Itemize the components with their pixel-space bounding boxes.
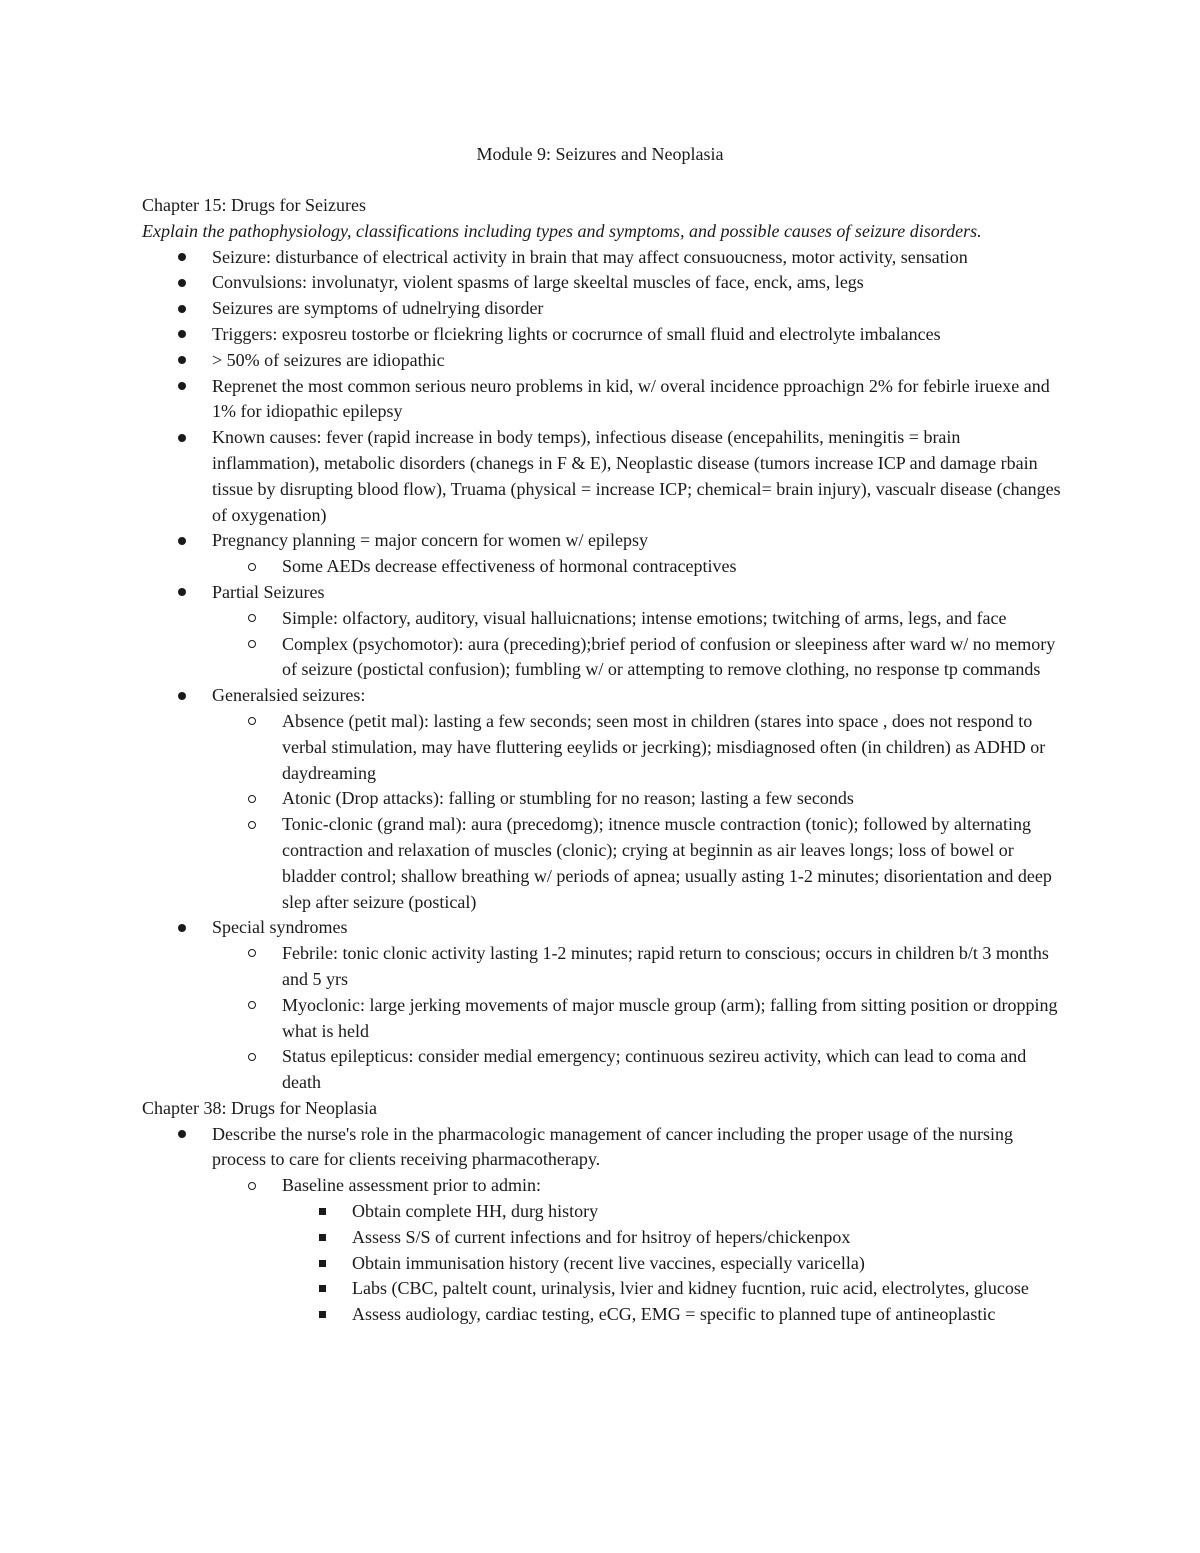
- sub-list: [212, 1173, 1062, 1328]
- sub-sub-list-item-text: Labs (CBC, paltelt count, urinalysis, lvier and kidney fucntion, ruic acid, electrolytes, glucose: [352, 1278, 1029, 1299]
- sub-list-item: [212, 941, 1062, 993]
- bullet-dot-icon: [172, 374, 192, 400]
- bullet-circle-icon: [242, 606, 262, 632]
- sub-list: [212, 554, 1062, 580]
- sub-list: [212, 606, 1062, 683]
- list-item-text: Special syndromes: [212, 917, 348, 938]
- bullet-square-icon: [312, 1225, 332, 1251]
- bullet-dot-icon: [172, 296, 192, 322]
- sub-list-item-text: Tonic-clonic (grand mal): aura (precedomg); itnence muscle contraction (tonic); followed by alternating contraction and relaxation of muscles (clonic); crying at beginnin as air leaves longs; loss of bowel or bladder control; shallow breathing w/ periods of apnea; usually asting 1-2 minutes; disorientation and deep slep after seizure (postical): [282, 814, 1052, 912]
- bullet-dot-icon: [172, 1122, 192, 1148]
- list-item-text: Triggers: exposreu tostorbe or flciekring lights or cocrurnce of small fluid and electrolyte imbalances: [212, 323, 941, 344]
- list-item: [142, 296, 1062, 322]
- sub-sub-list-item: [282, 1276, 1062, 1302]
- sub-sub-list-item: [282, 1225, 1062, 1251]
- sub-sub-list-item: [282, 1251, 1062, 1277]
- list-item-text: Pregnancy planning = major concern for women w/ epilepsy: [212, 530, 649, 551]
- sub-sub-list: [282, 1199, 1062, 1328]
- bullet-circle-icon: [242, 1044, 262, 1070]
- bullet-square-icon: [312, 1199, 332, 1225]
- chapter-15-list: [142, 245, 1062, 1096]
- list-item-text: Partial Seizures: [212, 581, 325, 602]
- list-item-text: Known causes: fever (rapid increase in body temps), infectious disease (encepahilits, meningitis = brain inflammation), metabolic disorders (chanegs in F & E), Neoplastic disease (tumors increase ICP and damage rbain tissue by disrupting blood flow), Truama (physical = increase ICP; chemical= brain injury), vascualr disease (changes of oxygenation): [212, 427, 1061, 525]
- bullet-dot-icon: [172, 425, 192, 451]
- bullet-dot-icon: [172, 683, 192, 709]
- list-item-text: Convulsions: involunatyr, violent spasms of large skeeltal muscles of face, enck, ams, legs: [212, 272, 864, 293]
- sub-sub-list-item-text: Obtain immunisation history (recent live vaccines, especially varicella): [352, 1252, 865, 1273]
- sub-list-item-text: Myoclonic: large jerking movements of major muscle group (arm); falling from sitting position or dropping what is held: [282, 994, 1058, 1041]
- list-item: [142, 1122, 1062, 1328]
- sub-list-item-text: Atonic (Drop attacks): falling or stumbling for no reason; lasting a few seconds: [282, 788, 854, 809]
- sub-list-item: [212, 1173, 1062, 1328]
- sub-list-item-text: Complex (psychomotor): aura (preceding);brief period of confusion or sleepiness after ward w/ no memory of seizure (postictal confusion); fumbling w/ or attempting to remove clothing, no response tp commands: [282, 633, 1056, 680]
- chapter-15-objective: Explain the pathophysiology, classifications including types and symptoms, and possible causes of seizure disorders.: [142, 220, 982, 241]
- chapter-38-list: [142, 1122, 1062, 1328]
- sub-sub-list-item: [282, 1302, 1062, 1328]
- document-body: [142, 193, 1062, 1328]
- bullet-dot-icon: [172, 528, 192, 554]
- page-title: Module 9: Seizures and Neoplasia: [476, 144, 724, 164]
- list-item-text: Seizure: disturbance of electrical activity in brain that may affect consuoucness, motor activity, sensation: [212, 246, 968, 267]
- bullet-dot-icon: [172, 270, 192, 296]
- list-item: [142, 528, 1062, 580]
- bullet-circle-icon: [242, 632, 262, 658]
- bullet-circle-icon: [242, 812, 262, 838]
- sub-list-item: [212, 1044, 1062, 1096]
- bullet-circle-icon: [242, 554, 262, 580]
- sub-list: [212, 941, 1062, 1096]
- bullet-square-icon: [312, 1276, 332, 1302]
- bullet-circle-icon: [242, 1173, 262, 1199]
- chapter-38-heading: Chapter 38: Drugs for Neoplasia: [142, 1097, 377, 1118]
- bullet-dot-icon: [172, 915, 192, 941]
- list-item-text: Generalsied seizures:: [212, 685, 366, 706]
- list-item: [142, 580, 1062, 683]
- list-item: [142, 425, 1062, 528]
- sub-list-item: [212, 993, 1062, 1045]
- sub-list-item-text: Simple: olfactory, auditory, visual halluicnations; intense emotions; twitching of arms, legs, and face: [282, 607, 1007, 628]
- sub-sub-list-item-text: Assess S/S of current infections and for hsitroy of hepers/chickenpox: [352, 1226, 851, 1247]
- list-item-text: Seizures are symptoms of udnelrying disorder: [212, 298, 544, 319]
- list-item-text: Reprenet the most common serious neuro problems in kid, w/ overal incidence pproachign 2% for febirle iruexe and 1% for idiopathic epilepsy: [212, 375, 1050, 422]
- bullet-dot-icon: [172, 245, 192, 271]
- list-item: [142, 683, 1062, 915]
- bullet-dot-icon: [172, 580, 192, 606]
- list-item: [142, 270, 1062, 296]
- sub-list-item: [212, 606, 1062, 632]
- list-item-text: Describe the nurse's role in the pharmacologic management of cancer including the proper usage of the nursing process to care for clients receiving pharmacotherapy.: [212, 1123, 1013, 1170]
- sub-list-item-text: Status epilepticus: consider medial emergency; continuous sezireu activity, which can lead to coma and death: [282, 1046, 1027, 1093]
- sub-list-item-text: Absence (petit mal): lasting a few seconds; seen most in children (stares into space , does not respond to verbal stimulation, may have fluttering eeylids or jecrking); misdiagnosed often (in children) as ADHD or daydreaming: [282, 710, 1046, 783]
- bullet-circle-icon: [242, 786, 262, 812]
- list-item: [142, 322, 1062, 348]
- sub-list-item-text: Febrile: tonic clonic activity lasting 1-2 minutes; rapid return to conscious; occurs in children b/t 3 months and 5 yrs: [282, 943, 1049, 989]
- bullet-dot-icon: [172, 322, 192, 348]
- chapter-15-heading: Chapter 15: Drugs for Seizures: [142, 195, 366, 215]
- sub-sub-list-item-text: Assess audiology, cardiac testing, eCG, EMG = specific to planned tupe of antineoplastic: [352, 1304, 996, 1325]
- bullet-circle-icon: [242, 993, 262, 1019]
- list-item: [142, 915, 1062, 1096]
- bullet-circle-icon: [242, 941, 262, 967]
- bullet-circle-icon: [242, 709, 262, 735]
- sub-list-item-text: Baseline assessment prior to admin:: [282, 1175, 541, 1196]
- bullet-dot-icon: [172, 348, 192, 374]
- list-item-text: > 50% of seizures are idiopathic: [212, 349, 445, 370]
- list-item: [142, 348, 1062, 374]
- sub-sub-list-item: [282, 1199, 1062, 1225]
- list-item: [142, 374, 1062, 426]
- bullet-square-icon: [312, 1251, 332, 1277]
- list-item: [142, 245, 1062, 271]
- sub-list-item-text: Some AEDs decrease effectiveness of hormonal contraceptives: [282, 556, 737, 577]
- sub-list-item: [212, 632, 1062, 684]
- sub-list: [212, 709, 1062, 915]
- sub-sub-list-item-text: Obtain complete HH, durg history: [352, 1201, 599, 1222]
- sub-list-item: [212, 812, 1062, 915]
- bullet-square-icon: [312, 1302, 332, 1328]
- sub-list-item: [212, 554, 1062, 580]
- sub-list-item: [212, 709, 1062, 786]
- sub-list-item: [212, 786, 1062, 812]
